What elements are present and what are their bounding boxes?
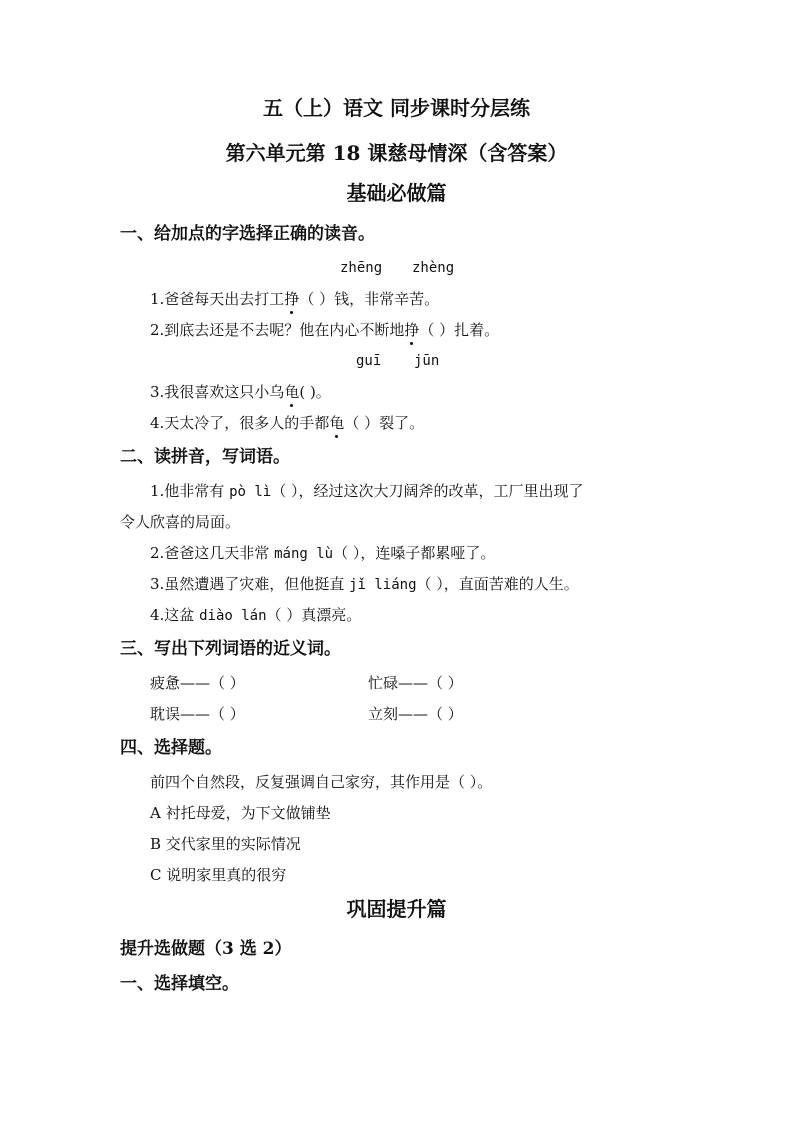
part2-section-1-heading: 一、选择填空。 — [120, 974, 239, 994]
pinyin-option: zhèng — [412, 260, 455, 276]
question-2-1-continued: 令人欣喜的局面。 — [120, 513, 241, 531]
dotted-char: 龟 — [284, 383, 300, 401]
choice-option: B 交代家里的实际情况 — [150, 835, 301, 853]
question-1-4: 4.天太冷了，很多人的手都龟（ ）裂了。 — [150, 414, 425, 432]
pinyin: máng lù — [274, 546, 334, 562]
pinyin-option: guī — [356, 353, 382, 369]
pinyin: pò lì — [229, 484, 272, 500]
pinyin: jǐ liáng — [349, 577, 417, 593]
optional-questions-heading: 提升选做题（3 选 2） — [120, 939, 292, 959]
question-1-1: 1.爸爸每天出去打工挣（ ）钱，非常辛苦。 — [150, 290, 440, 308]
section-1-heading: 一、给加点的字选择正确的读音。 — [120, 224, 375, 244]
choice-question: 前四个自然段，反复强调自己家穷，其作用是（ ）。 — [150, 773, 493, 791]
part-title-basic: 基础必做篇 — [346, 181, 447, 205]
question-2-1: 1.他非常有 pò lì（ ），经过这次大刀阔斧的改革，工厂里出现了 — [150, 482, 584, 500]
question-2-2: 2.爸爸这几天非常 máng lù（ ），连嗓子都累哑了。 — [150, 544, 496, 562]
question-1-3: 3.我很喜欢这只小乌龟( )。 — [150, 383, 331, 401]
section-4-heading: 四、选择题。 — [120, 738, 222, 758]
question-1-2: 2.到底去还是不去呢？他在内心不断地挣（ ）扎着。 — [150, 321, 500, 339]
lesson-title: 第六单元第 18 课慈母情深（含答案） — [225, 141, 568, 165]
part-title-advanced: 巩固提升篇 — [346, 897, 447, 921]
dotted-char: 挣 — [404, 321, 420, 339]
choice-option: C 说明家里真的很穷 — [150, 866, 287, 884]
synonym-item: 忙碌——（ ） — [368, 674, 463, 692]
choice-option: A 衬托母爱，为下文做铺垫 — [150, 804, 331, 822]
section-2-heading: 二、读拼音，写词语。 — [120, 447, 290, 467]
synonym-item: 立刻——（ ） — [368, 705, 463, 723]
pinyin-option: zhēng — [340, 260, 383, 276]
pinyin: diào lán — [199, 608, 267, 624]
doc-title: 五（上）语文 同步课时分层练 — [263, 96, 530, 120]
dotted-char: 龟 — [329, 414, 345, 432]
question-2-3: 3.虽然遭遇了灾难，但他挺直 jǐ liáng（ ），直面苦难的人生。 — [150, 575, 579, 593]
question-2-4: 4.这盆 diào lán（ ）真漂亮。 — [150, 606, 362, 624]
pinyin-option: jūn — [414, 353, 440, 369]
section-3-heading: 三、写出下列词语的近义词。 — [120, 639, 341, 659]
synonym-item: 疲惫——（ ） — [150, 674, 245, 692]
dotted-char: 挣 — [284, 290, 300, 308]
synonym-item: 耽误——（ ） — [150, 705, 245, 723]
